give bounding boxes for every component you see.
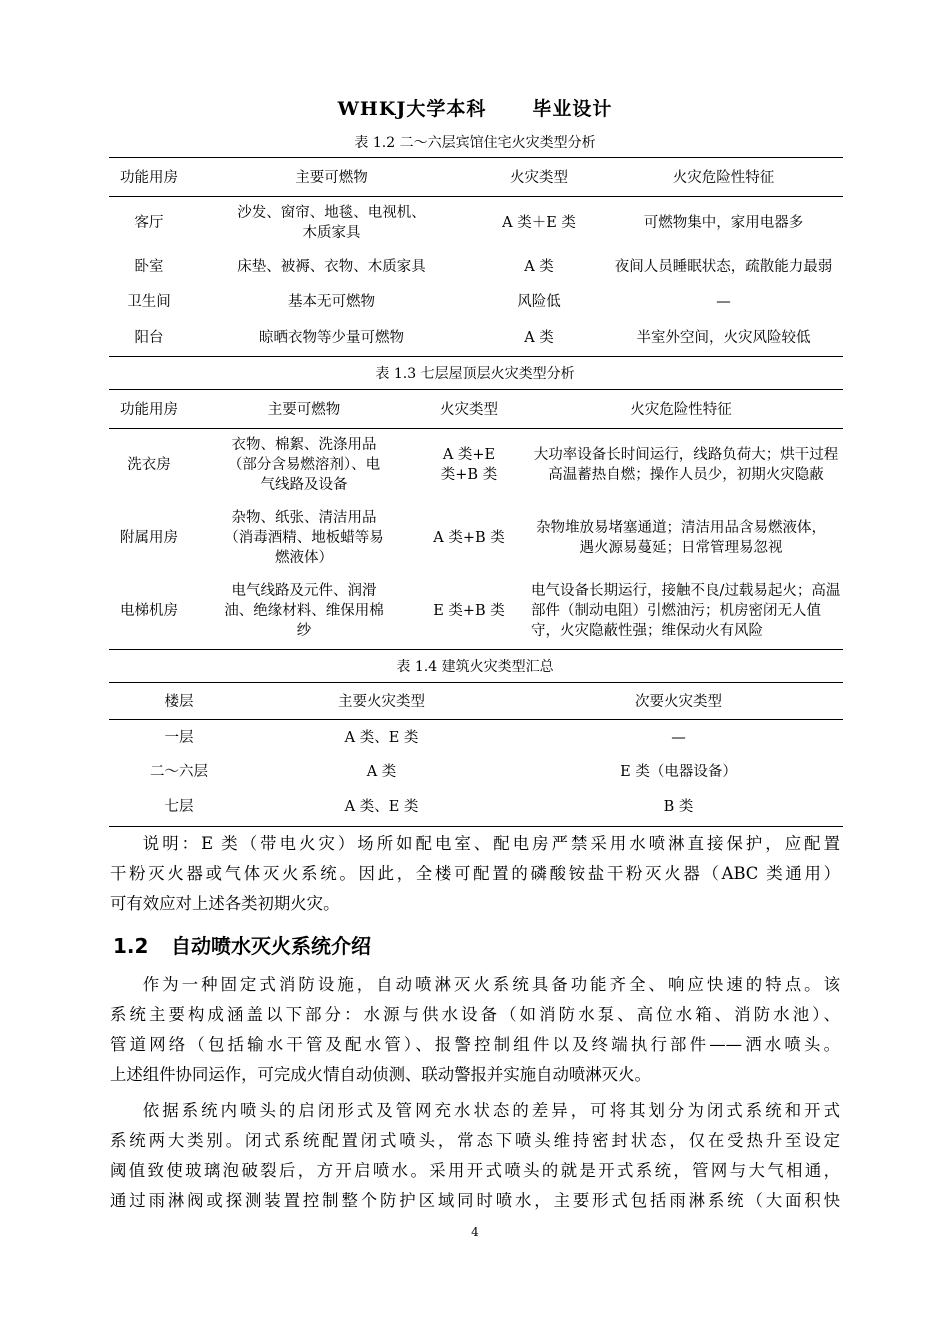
table-cell: — [716,294,731,310]
table-cell: 二～六层 [150,764,208,780]
para-line: 通过雨淋阀或探测装置控制整个防护区域同时喷水，主要形式包括雨淋系统（大面积快 [110,1191,840,1210]
table-cell: 电气设备长期运行，接触不良/过载易起火；高温部件（制动电阻）引燃油污；机房密闭无人值守，火灾隐蔽性强；维保动火有风险 [531,583,841,639]
table-cell: E 类+B 类 [433,603,505,619]
table-cell: 附属用房 [120,530,178,546]
header-cell: 火灾类型 [440,402,498,418]
table-1-4-header [109,688,843,716]
table-cell: 卧室 [134,259,164,275]
table-cell: A 类＋E 类 [502,215,576,231]
header-right: 毕业设计 [532,98,613,120]
table-1-4-caption: 表 1.4 建筑火灾类型汇总 [396,659,554,675]
table-cell: 洗衣房 [127,457,171,473]
table-rule [109,826,843,827]
table-cell: 床垫、被褥、衣物、木质家具 [237,259,426,275]
header-cell: 主要可燃物 [295,170,368,186]
section-heading [113,930,371,959]
table-rule [109,682,843,683]
para-line: 作为一种固定式消防设施，自动喷淋灭火系统具备功能齐全、响应快速的特点。该 [142,975,840,994]
table-cell: 沙发、窗帘、地毯、电视机、木质家具 [237,205,426,241]
table-1-2-caption: 表 1.2 二～六层宾馆住宅火灾类型分析 [354,135,596,151]
table-cell: 夜间人员睡眠状态，疏散能力最弱 [614,259,833,275]
table-cell: 杂物、纸张、清洁用品（消毒酒精、地板蜡等易燃液体） [224,510,384,566]
section-number: 1.2 [113,934,149,958]
body-paragraph-1 [110,970,840,1090]
page-header [0,94,950,121]
table-rule [109,389,843,390]
header-left: WHKJ大学本科 [337,98,487,120]
table-cell: 大功率设备长时间运行，线路负荷大；烘干过程高温蓄热自燃；操作人员少，初期火灾隐蔽 [533,447,839,483]
para-line: 阈值致使玻璃泡破裂后，方开启喷水。采用开式喷头的就是开式系统，管网与大气相通， [110,1161,840,1180]
note-line: 可有效应对上述各类初期火灾。 [110,894,340,913]
table-row [109,724,843,752]
table-rule [109,356,843,357]
header-cell: 次要火灾类型 [635,694,722,710]
table-1-3-caption: 表 1.3 七层屋顶层火灾类型分析 [375,366,575,382]
table-row [109,324,843,352]
table-1-3-header [109,396,843,424]
table-cell: 电气线路及元件、润滑油、绝缘材料、维保用棉纱 [224,583,384,639]
table-cell: — [671,730,686,746]
table-cell: 晾晒衣物等少量可燃物 [259,330,404,346]
table-row [109,758,843,786]
table-row [109,288,843,316]
table-rule [109,428,843,429]
table-row [109,433,843,497]
page-number: 4 [471,1225,479,1239]
table-cell: 可燃物集中，家用电器多 [643,215,804,231]
note-line: 干粉灭火器或气体灭火系统。因此，全楼可配置的磷酸铵盐干粉灭火器（ABC 类通用） [110,864,840,883]
table-cell: 阳台 [134,330,164,346]
table-row [109,579,843,643]
table-rule [109,649,843,650]
table-cell: 杂物堆放易堵塞通道；清洁用品含易燃液体，遇火源易蔓延；日常管理易忽视 [536,520,826,556]
table-row [109,793,843,821]
note-paragraph [110,829,840,919]
para-line: 系统两大类别。闭式系统配置闭式喷头，常态下喷头维持密封状态，仅在受热升至设定 [110,1131,840,1150]
table-cell: 风险低 [517,294,561,310]
header-cell: 主要可燃物 [267,402,341,418]
table-row [109,506,843,570]
table-cell: A 类+B 类 [433,530,505,546]
table-cell: A 类、E 类 [344,730,419,746]
note-line: 说明：E 类（带电火灾）场所如配电室、配电房严禁采用水喷淋直接保护，应配置 [142,834,840,853]
body-paragraph-2 [110,1096,840,1216]
header-cell: 主要火灾类型 [338,694,425,710]
table-cell: 半室外空间，火灾风险较低 [636,330,811,346]
table-rule [109,719,843,720]
table-cell: 客厅 [134,215,164,231]
table-cell: 电梯机房 [120,603,178,619]
header-cell: 功能用房 [120,402,178,418]
table-cell: E 类（电器设备） [620,764,737,780]
table-cell: A 类 [366,764,397,780]
table-cell: 一层 [164,730,194,746]
table-cell: A 类 [524,259,554,275]
table-1-2-header [109,164,843,192]
table-cell: 卫生间 [127,294,171,310]
table-rule [109,157,843,158]
table-row [109,201,843,245]
section-title: 自动喷水灭火系统介绍 [171,934,371,958]
header-cell: 火灾危险性特征 [630,402,732,418]
table-cell: 七层 [164,799,194,815]
table-cell: A 类 [524,330,554,346]
para-line: 依据系统内喷头的启闭形式及管网充水状态的差异，可将其划分为闭式系统和开式 [142,1101,840,1120]
table-cell: B 类 [663,799,694,815]
table-row [109,253,843,281]
header-cell: 楼层 [164,694,194,710]
para-line: 管道网络（包括输水干管及配水管）、报警控制组件以及终端执行部件——洒水喷头。 [110,1035,840,1054]
table-cell: 基本无可燃物 [288,294,375,310]
table-cell: 衣物、棉絮、洗涤用品（部分含易燃溶剂）、电气线路及设备 [227,437,381,493]
table-cell: A 类、E 类 [344,799,419,815]
table-cell: A 类+E 类+B 类 [440,447,498,483]
para-line: 上述组件协同运作，可完成火情自动侦测、联动警报并实施自动喷淋灭火。 [110,1065,651,1084]
header-cell: 火灾危险性特征 [672,170,775,186]
header-cell: 火灾类型 [510,170,568,186]
para-line: 系统主要构成涵盖以下部分：水源与供水设备（如消防水泵、高位水箱、消防水池）、 [110,1005,840,1024]
header-cell: 功能用房 [120,170,178,186]
table-rule [109,196,843,197]
